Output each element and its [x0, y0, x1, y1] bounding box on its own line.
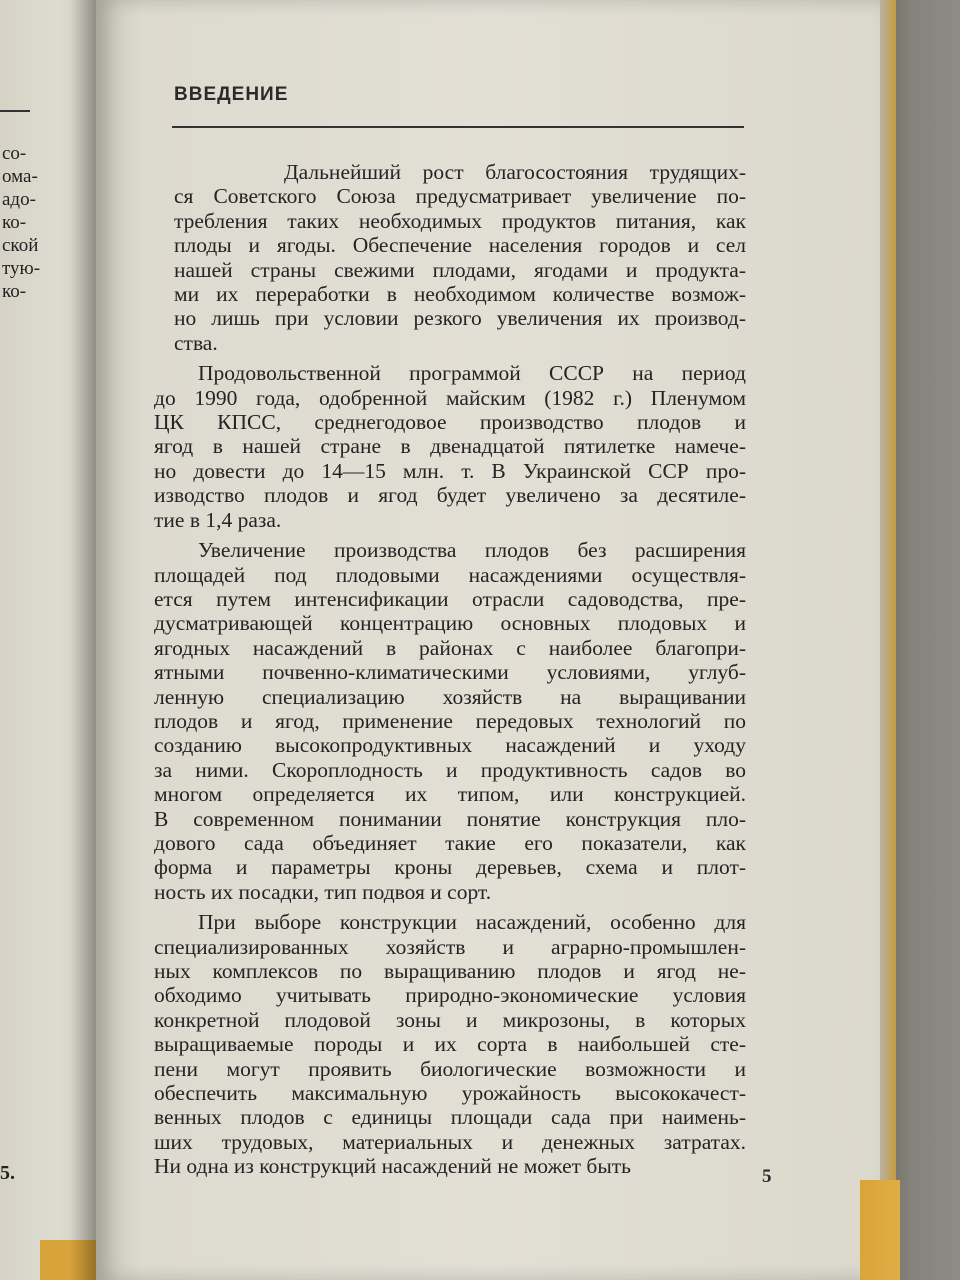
text-line: за ними. Скороплодность и продуктивность садов во	[154, 757, 746, 782]
text-line: форма и параметры кроны деревьев, схема и плот-	[154, 855, 746, 880]
left-page-text-fragments	[2, 142, 40, 303]
text-line: Ни одна из конструкций насаждений не может быть	[154, 1154, 631, 1179]
text-line: ства.	[174, 330, 218, 355]
gutter-shadow	[70, 0, 96, 1280]
text-line: ется путем интенсификации отрасли садоводства, пре-	[154, 586, 746, 611]
text-line: конкретной плодовой зоны и микрозоны, в которых	[154, 1007, 746, 1032]
left-fragment: ко-	[2, 281, 27, 302]
text-line: ягодных насаждений в районах с наиболее благопри-	[154, 635, 746, 660]
text-line: но довести до 14—15 млн. т. В Украинской ССР про-	[154, 458, 746, 483]
text-line: нашей страны свежими плодами, ягодами и продукта-	[174, 257, 746, 282]
text-line: Дальнейший рост благосостояния трудящих-	[284, 160, 746, 184]
text-line: специализированных хозяйств и аграрно-промышлен-	[154, 934, 746, 959]
text-line: плодов и ягод, применение передовых технологий по	[154, 708, 746, 733]
text-line: ся Советского Союза предусматривает увеличение по-	[174, 184, 746, 209]
paragraph	[154, 538, 746, 904]
left-page	[0, 0, 96, 1280]
left-fragment: ома-	[2, 166, 38, 187]
text-line: Продовольственной программой СССР на период	[198, 361, 746, 386]
text-line: дусматривающей концентрацию основных плодовых и	[154, 611, 746, 636]
left-page-rule	[0, 110, 30, 112]
left-fragment: ской	[2, 235, 39, 256]
text-line: площадей под плодовыми насаждениями осуществля-	[154, 562, 746, 587]
text-line: В современном понимании понятие конструкция пло-	[154, 806, 746, 831]
text-line: При выборе конструкции насаждений, особенно для	[198, 910, 746, 935]
cover-spine-edge	[880, 0, 896, 1280]
text-line: пени могут проявить биологические возможности и	[154, 1056, 746, 1081]
heading-rule	[172, 126, 744, 128]
chapter-heading: ВВЕДЕНИЕ	[174, 84, 289, 105]
text-line: плоды и ягоды. Обеспечение населения городов и сел	[174, 233, 746, 258]
text-line: выращиваемые породы и их сорта в наибольшей сте-	[154, 1032, 746, 1057]
text-line: ятными почвенно-климатическими условиями, углуб-	[154, 660, 746, 685]
paragraph	[154, 361, 746, 532]
left-fragment: адо-	[2, 189, 36, 210]
text-line: ных комплексов по выращиванию плодов и ягод не-	[154, 959, 746, 983]
cover-corner	[860, 1180, 900, 1280]
text-line: ших трудовых, материальных и денежных затратах.	[154, 1129, 746, 1154]
left-fragment: со-	[2, 143, 27, 164]
left-fragment: ко-	[2, 212, 27, 233]
text-line: ягод в нашей стране в двенадцатой пятилетке намече-	[154, 434, 746, 459]
text-line: ность их посадки, тип подвоя и сорт.	[154, 879, 492, 904]
text-line: многом определяется их типом, или конструкцией.	[154, 782, 746, 807]
right-page	[96, 0, 880, 1280]
text-line: до 1990 года, одобренной майским (1982 г.) Пленумом	[154, 385, 746, 410]
text-line: Увеличение производства плодов без расширения	[198, 538, 746, 563]
text-line: обходимо учитывать природно-экономические условия	[154, 983, 746, 1008]
text-line: тие в 1,4 раза.	[154, 507, 282, 532]
left-fragment: тую-	[2, 258, 41, 279]
paragraph	[174, 160, 746, 355]
body-text	[154, 160, 746, 1185]
text-line: требления таких необходимых продуктов питания, как	[174, 208, 746, 233]
page-number: 5	[762, 1166, 772, 1187]
text-line: ми их переработки в необходимом количестве возмож-	[174, 282, 746, 307]
text-line: обеспечить максимальную урожайность высококачест-	[154, 1081, 746, 1106]
text-line: изводство плодов и ягод будет увеличено за десятиле-	[154, 483, 746, 508]
text-line: венных плодов с единицы площади сада при наимень-	[154, 1105, 746, 1130]
left-page-number: 5.	[0, 1162, 15, 1184]
text-line: дового сада объединяет такие его показатели, как	[154, 830, 746, 855]
paragraph	[154, 910, 746, 1178]
text-line: но лишь при условии резкого увеличения их производ-	[174, 306, 746, 331]
text-line: ЦК КПСС, среднегодовое производство плодов и	[154, 410, 746, 435]
text-line: ленную специализацию хозяйств на выращивании	[154, 684, 746, 709]
text-line: созданию высокопродуктивных насаждений и уходу	[154, 733, 746, 758]
